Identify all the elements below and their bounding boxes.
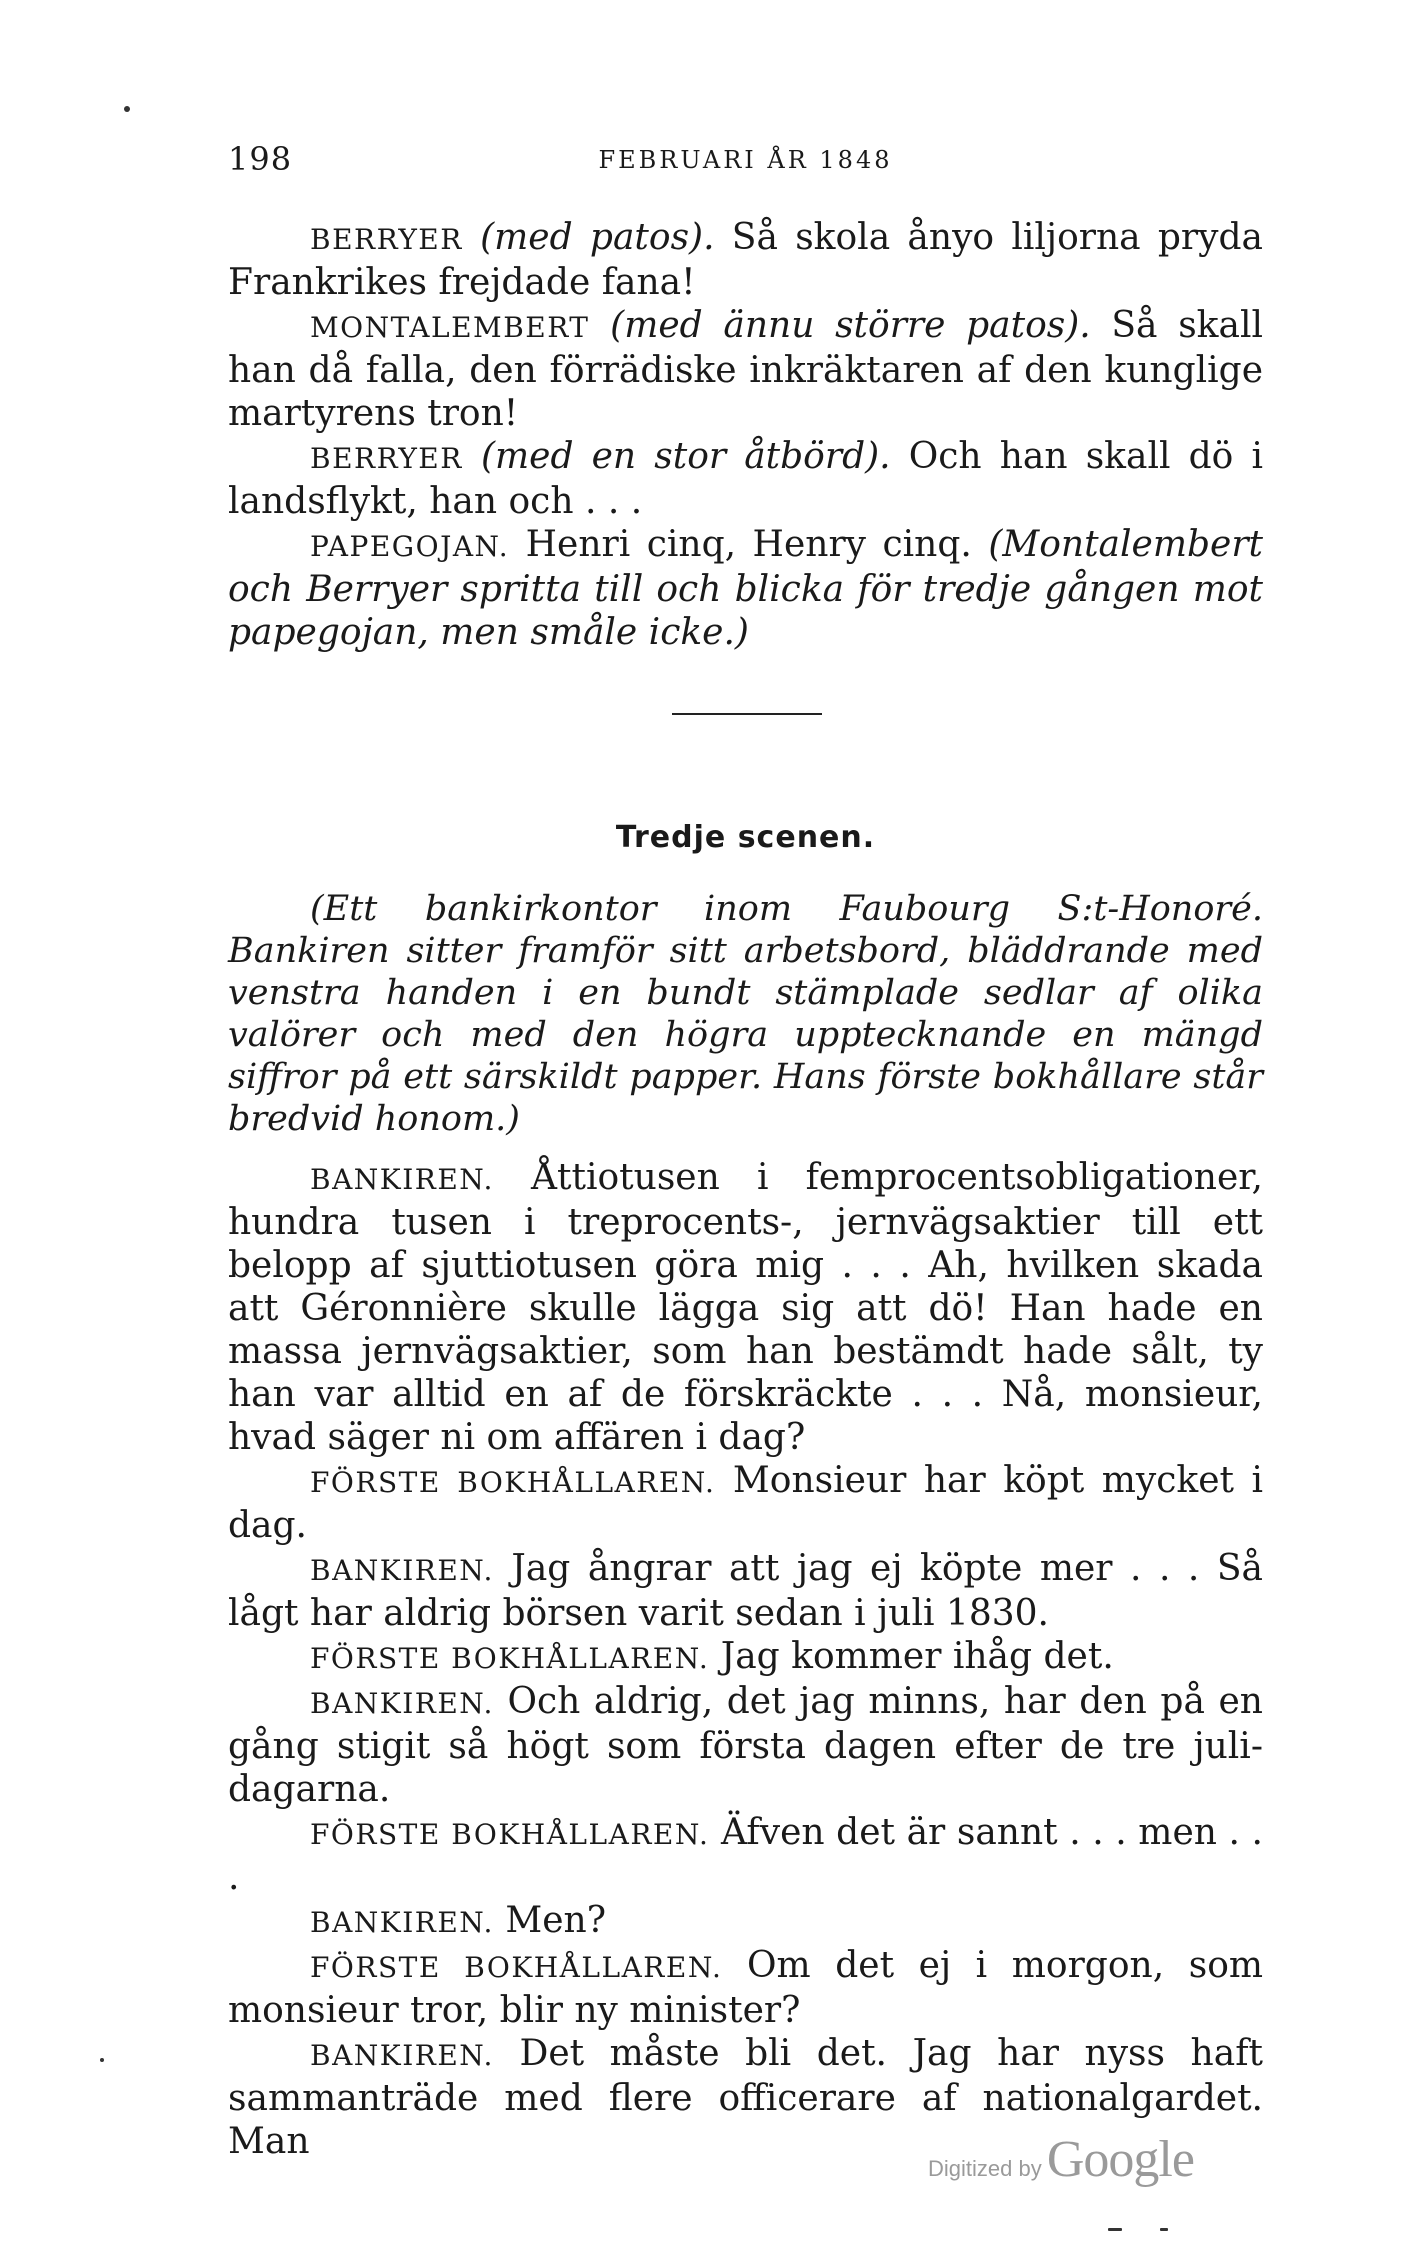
dialogue-line [228, 523, 1263, 654]
speaker-name: BANKIREN. [310, 1554, 494, 1587]
section-divider [672, 713, 822, 715]
speaker-name: BANKIREN. [310, 1906, 494, 1939]
dialogue-line [228, 216, 1263, 304]
speaker-name: BERRYER [310, 223, 463, 256]
dialogue-line [228, 1680, 1263, 1811]
stage-direction-block [228, 888, 1263, 1140]
running-head [228, 140, 1263, 190]
speaker-name: FÖRSTE BOKHÅLLAREN. [310, 1466, 716, 1499]
page-number: 198 [228, 140, 293, 178]
spoken-text: Men? [493, 1900, 607, 1941]
digitized-watermark [928, 2130, 1194, 2190]
stage-aside: (Montalembert och Berryer spritta till och blicka för tredje gången mot papegojan, men småle icke.) [228, 524, 1263, 653]
spoken-text: Så skall han då falla, den förrädiske inkräktaren af den kunglige martyrens tron! [228, 305, 1263, 434]
print-speck [1108, 2228, 1122, 2231]
speaker-name: FÖRSTE BOKHÅLLAREN. [310, 1642, 710, 1675]
dialogue-line [228, 1547, 1263, 1635]
print-speck [1160, 2228, 1168, 2231]
spoken-text: Henri cinq, Henry cinq. [509, 524, 989, 565]
spoken-text: Jag kommer ihåg det. [709, 1636, 1114, 1677]
spoken-text: Äfven det är sannt . . . men . . . [228, 1812, 1264, 1898]
speaker-name: BANKIREN. [310, 1687, 494, 1720]
dialogue-line [228, 435, 1263, 523]
dialogue-line [228, 1459, 1263, 1547]
spoken-text: Och aldrig, det jag minns, har den på en gång stigit så högt som första dagen efter de tre julidagarna. [228, 1681, 1263, 1810]
spoken-text: Jag ångrar att jag ej köpte mer . . . Så lågt har aldrig börsen varit sedan i juli 1830. [228, 1548, 1263, 1634]
spoken-text: Monsieur har köpt mycket i dag. [228, 1460, 1263, 1546]
speaker-name: BERRYER [310, 442, 463, 475]
print-speck [124, 106, 130, 112]
speaker-name: PAPEGOJAN. [310, 530, 510, 563]
stage-aside: (med en stor åtbörd). [480, 436, 891, 477]
dialogue-line [228, 1156, 1263, 1459]
scene-title: Tredje scenen. [615, 820, 876, 855]
dialogue-line [228, 1811, 1263, 1899]
speaker-name: MONTALEMBERT [310, 311, 590, 344]
dialogue-line [228, 1899, 1263, 1944]
stage-aside: (med ännu större patos). [610, 305, 1091, 346]
stage-direction: (Ett bankirkontor inom Faubourg S:t-Honoré. Bankiren sitter framför sitt arbetsbord, bläddrande med venstra handen i en bundt stämplade sedlar af olika valörer och med den högra upptecknande en mängd siffror på ett särskildt papper. Hans förste bokhållare står bredvid honom.) [228, 889, 1263, 1139]
spoken-text: Om det ej i morgon, som monsieur tror, blir ny minister? [228, 1945, 1264, 2031]
stage-aside: (med patos). [480, 217, 715, 258]
speaker-name: FÖRSTE BOKHÅLLAREN. [310, 1818, 710, 1851]
dialogue-line [228, 1635, 1263, 1680]
running-title: FEBRUARI ÅR 1848 [598, 146, 893, 174]
google-logo-icon: Google [1046, 2131, 1194, 2188]
scene-dialogue-block [228, 1156, 1263, 2163]
spoken-text: Och han skall dö i landsflykt, han och . . . [228, 436, 1263, 522]
spoken-text: Det måste bli det. Jag har nyss haft sammanträde med flere officerare af nationalgardet. Man [228, 2033, 1263, 2162]
speaker-name: FÖRSTE BOKHÅLLAREN. [310, 1951, 723, 1984]
watermark-prefix: Digitized by [928, 2156, 1042, 2181]
print-speck [100, 2058, 104, 2062]
speaker-name: BANKIREN. [310, 1163, 494, 1196]
speaker-name: BANKIREN. [310, 2039, 494, 2072]
dialogue-line [228, 304, 1263, 435]
top-dialogue-block [228, 216, 1263, 654]
spoken-text: Åttiotusen i femprocentsobligationer, hundra tusen i treprocents-, jernvägsaktier till ett belopp af sjuttiotusen göra mig . . . Ah, hvilken skada att Géronnière skulle lägga sig att dö! Han hade en massa jernvägsaktier, som han bestämdt hade sålt, ty han var alltid en af de förskräckte . . . Nå, monsieur, hvad säger ni om affären i dag? [228, 1157, 1263, 1458]
spoken-text: Så skola ånyo liljorna pryda Frankrikes frejdade fana! [228, 217, 1263, 303]
dialogue-line [228, 1944, 1263, 2032]
